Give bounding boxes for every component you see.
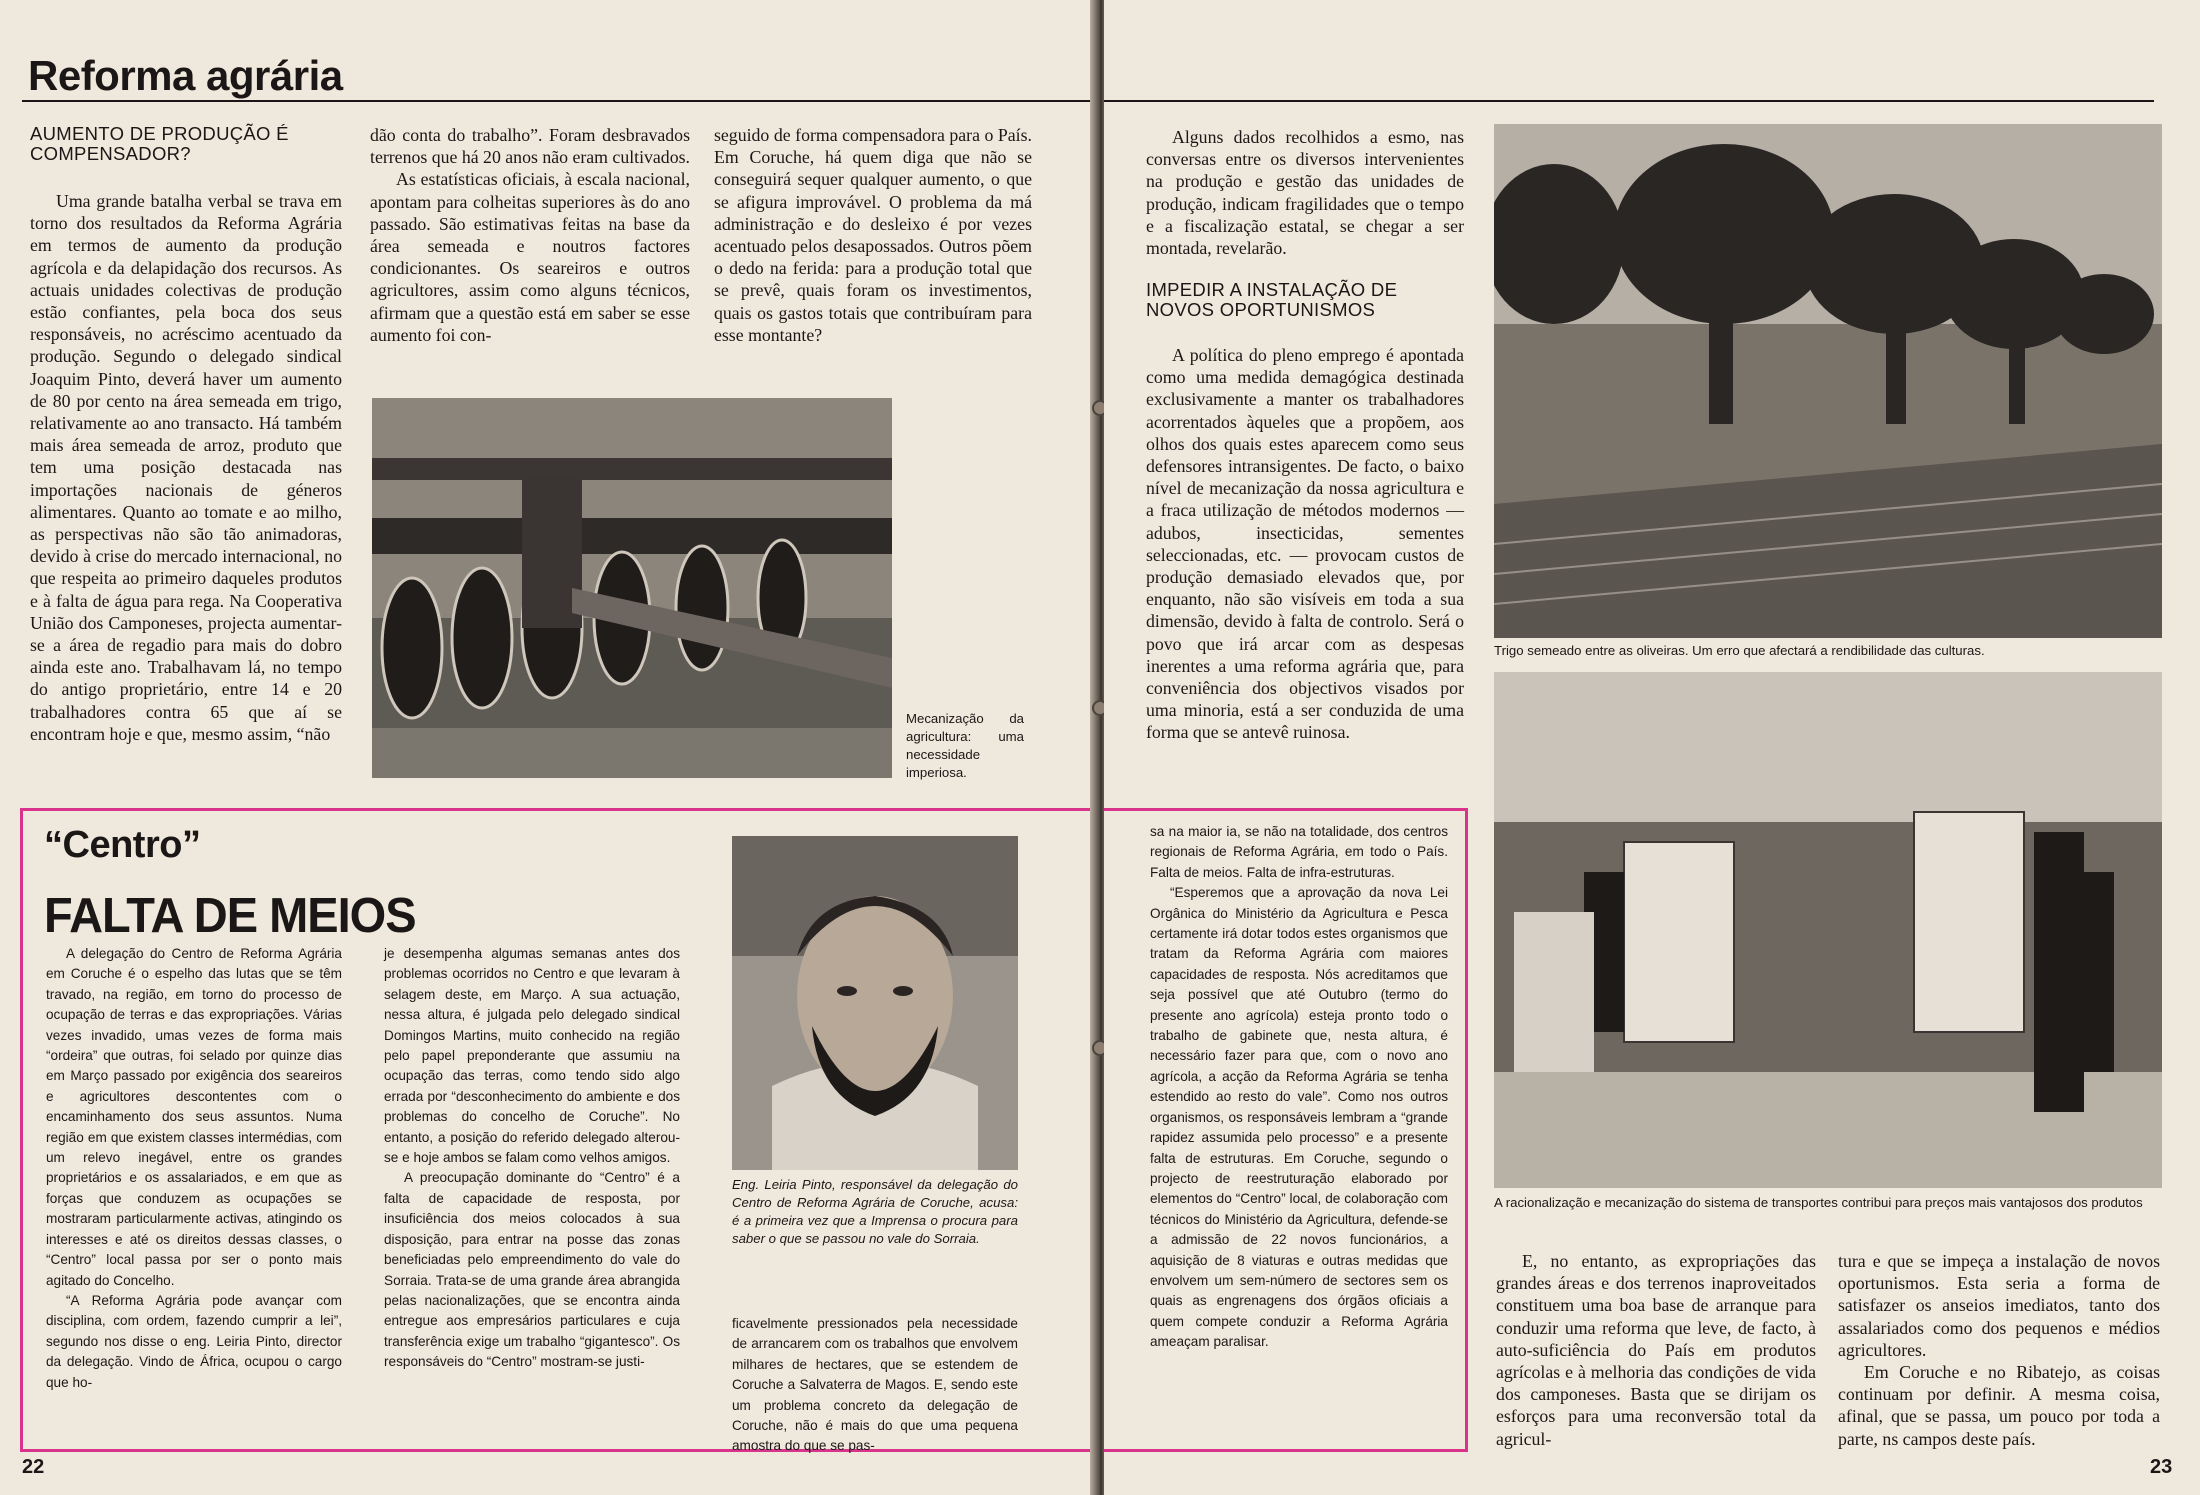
header-rule	[1104, 100, 2154, 102]
left-page	[0, 0, 1096, 1495]
paragraph: ficavelmente pressionados pela necessidade de arrancarem com os trabalhos que envolvem milhares de hectares, que se estendem de Coruche a Salvaterra de Magos. E, sendo este um problema concreto da delegação de Coruche, não é mais do que uma pequena amostra do que se pas-	[732, 1316, 1018, 1454]
page-number-right: 23	[2150, 1456, 2173, 1478]
olive-trees-photo	[1494, 124, 2162, 638]
article2-heading: IMPEDIR A INSTALAÇÃO DE NOVOS OPORTUNISMOS	[1146, 279, 1398, 320]
paragraph: A política do pleno emprego é apontada como uma medida demagógica destinada exclusivamente a manter os trabalhadores acorrentados àqueles que a propõem, aos olhos dos quais estes aparecem como seus defensores intransigentes. De facto, o baixo nível de mecanização da nossa agricultura e a fraca utilização de métodos modernos — adubos, insecticidas, sementes seleccionadas, etc. — provocam custos de produção demasiado elevados que, por enquanto, não são visíveis em toda a sua dimensão, devido à falta de controlo. Será o povo que irá arcar com as despesas inerentes a uma reforma agrária que, para conveniência dos objectivos visados por uma minoria, está a ser conduzida de uma forma que se antevê ruinosa.	[1146, 345, 1464, 743]
disc-harrow-image	[372, 398, 892, 778]
article2-intro	[1146, 126, 1464, 259]
paragraph: dão conta do trabalho”. Foram desbravados terrenos que há 20 anos não eram cultivados.	[370, 125, 690, 168]
section-title: Reforma agrária	[28, 52, 343, 99]
paragraph: “Esperemos que a aprovação da nova Lei Orgânica do Ministério da Agricultura e Pesca certamente irá dotar todos estes organismos que tratam da Reforma Agrária com maiores capacidades de resposta. Nós acreditamos que seja possível que até Outubro (termo do presente ano agrícola) esteja pronto todo o trabalho de gabinete que, nesta altura, é necessário fazer para que, com o novo ano agrícola, a acção da Reforma Agrária se tenha estendido ao resto do vale”. Como nos outros organismos, os responsáveis lembram a “grande rapidez assumida pelo processo” e a presente falta de estruturas. Em Coruche, segundo o projecto de reestruturação elaborado por elementos do “Centro” local, de colaboração com técnicos do Ministério da Agricultura, defende-se a admissão de 22 novos funcionários, a aquisição de 8 viaturas e outras medidas que envolvem um sem-número de sectores sem os quais as engrenagens dos órgãos oficiais a quem compete conduzir a Reforma Agrária ameaçam paralisar.	[1150, 885, 1448, 1350]
article2-bottom-col1	[1496, 1250, 1816, 1450]
paragraph: Uma grande batalha verbal se trava em torno dos resultados da Reforma Agrária em termos de aumento da produção agrícola e da delapidação dos recursos. As actuais unidades colectivas de produção estão confiantes, pela boca dos seus responsáveis, no acréscimo acentuado da produção. Segundo o delegado sindical Joaquim Pinto, deverá haver um aumento de 80 por cento na área semeada em trigo, relativamente ao ano transacto. Há também mais área semeada de arroz, produto que tem uma posição destacada nas importações nacionais de géneros alimentares. Quanto ao tomate e ao milho, as perspectivas não são tão animadoras, devido à crise do mercado internacional, no que respeita ao primeiro daqueles produtos e à falta de água para rega. Na Cooperativa União dos Camponeses, projecta aumentar-se a área de regadio para mais do dobro ainda este ano. Trabalhavam lá, no tempo do antigo proprietário, entre 14 e 20 trabalhadores contra 65 que aí se encontram hoje e que, mesmo assim, “não	[30, 191, 342, 744]
paragraph: tura e que se impeça a instalação de novos oportunismos. Esta seria a forma de satisfazer os anseios imediatos, tanto dos assalariados como dos pequenos e médios agricultores.	[1838, 1251, 2160, 1360]
paragraph: “A Reforma Agrária pode avançar com disciplina, com ordem, fazendo cumprir a lei”, segundo nos disse o eng. Leiria Pinto, director da delegação. Vindo de África, ocupou o cargo que ho-	[46, 1292, 342, 1390]
paragraph: A preocupação dominante do “Centro” é a falta de capacidade de resposta, por insuficiência dos meios colocados à sua disposição, para entrar na posse das zonas beneficiadas pelo empreendimento do vale do Sorraia. Trata-se de uma grande área abrangida pelas nacionalizações, que se encontra ainda entregue aos empresários particulares e cuja transferência exige um trabalho “gigantesco”. Os responsáveis do “Centro” mostram-se justi-	[384, 1170, 680, 1370]
box-kicker: “Centro”	[44, 824, 201, 866]
disc-harrow-photo	[372, 398, 892, 778]
article2-heading-wrap	[1146, 280, 1464, 320]
article1-heading: AUMENTO DE PRODUÇÃO É COMPENSADOR?	[30, 123, 289, 164]
header-rule	[22, 100, 1092, 102]
warehouse-photo	[1494, 672, 2162, 1188]
box-col1	[46, 944, 342, 1393]
article2-body	[1146, 344, 1464, 744]
box-col3	[732, 1314, 1018, 1457]
olive-trees-image	[1494, 124, 2162, 638]
box-col2	[384, 944, 680, 1373]
article1-col1	[30, 190, 342, 745]
paragraph: A delegação do Centro de Reforma Agrária em Coruche é o espelho das lutas que se têm travado, na região, em torno do processo de ocupação de terras e das expropriações. Várias vezes invadido, umas vezes de forma mais “ordeira” que outras, foi selado por quinze dias em Março passado por exigência dos seareiros e agricultores descontentes com o encaminhamento dos seus assuntos. Numa região em que existem classes intermédias, com um relevo inegável, entre os grandes proprietários e os assalariados, e em que as forças que conduzem as ocupações se mostraram particularmente activas, atingindo os interesses e até os direitos dessas classes, o “Centro” local passa por ser o ponto mais agitado do Concelho.	[46, 946, 342, 1288]
warehouse-image	[1494, 672, 2162, 1188]
article1-col3	[714, 124, 1032, 346]
paragraph: seguido de forma compensadora para o País. Em Coruche, há quem diga que não se conseguirá sequer qualquer aumento, o que se afigura improvável. O problema da má administração e do desleixo é por vezes acentuado pelos desapossados. Outros põem o dedo na ferida: para a produção total que se prevê, quais foram os investimentos, quais os gastos totais que contribuíram para esse montante?	[714, 125, 1032, 345]
warehouse-caption: A racionalização e mecanização do sistema de transportes contribui para preços mais vantajosos dos produtos	[1494, 1195, 2143, 1210]
paragraph: As estatísticas oficiais, à escala nacional, apontam para colheitas superiores às do ano passado. São estimativas feitas na base da área semeada e noutros factores condicionantes. Os seareiros e outros agricultores, assim como alguns técnicos, afirmam que a questão está em saber se esse aumento foi con-	[370, 169, 690, 345]
paragraph: je desempenha algumas semanas antes dos problemas ocorridos no Centro e que levaram à selagem deste, em Março. A sua actuação, nessa altura, é julgada pelo delegado sindical Domingos Martins, muito conhecido na região pelo papel preponderante que assumiu na ocupação das terras, como tendo sido algo errada por “desconhecimento do ambiente e dos problemas do concelho de Coruche”. No entanto, a posição do referido delegado alterou-se e hoje ambos se falam como velhos amigos.	[384, 946, 680, 1166]
article1-heading-wrap	[30, 124, 360, 164]
page-number-left: 22	[22, 1456, 45, 1478]
right-page	[1104, 0, 2200, 1495]
disc-harrow-caption: Mecanização da agricultura: uma necessidade imperiosa.	[906, 711, 1024, 780]
article1-col2	[370, 124, 690, 346]
paragraph: sa na maior ia, se não na totalidade, dos centros regionais de Reforma Agrária, em todo o País. Falta de meios. Falta de infra-estruturas.	[1150, 824, 1448, 880]
olive-trees-caption: Trigo semeado entre as oliveiras. Um erro que afectará a rendibilidade das culturas.	[1494, 643, 1985, 658]
paragraph: E, no entanto, as expropriações das grandes áreas e dos terrenos inaproveitados constituem uma boa base de arranque para conduzir uma reforma que leve, de facto, à auto-suficiência do País em produtos agrícolas e à melhoria das condições de vida dos camponeses. Basta que se dirijam os esforços para uma reconversão total da agricul-	[1496, 1251, 1816, 1449]
article2-bottom-col2	[1838, 1250, 2160, 1450]
box-headline: FALTA DE MEIOS	[44, 887, 416, 943]
portrait-image	[732, 836, 1018, 1170]
portrait-photo	[732, 836, 1018, 1170]
paragraph: Em Coruche e no Ribatejo, as coisas continuam por definir. A mesma coisa, afinal, que se passa, um pouco por toda a parte, ns campos deste país.	[1838, 1362, 2160, 1449]
box-col4	[1150, 822, 1448, 1353]
portrait-caption: Eng. Leiria Pinto, responsável da delegação do Centro de Reforma Agrária de Coruche, acusa: é a primeira vez que a Imprensa o procura para saber o que se passou no vale do Sorraia.	[732, 1177, 1018, 1246]
paragraph: Alguns dados recolhidos a esmo, nas conversas entre os diversos intervenientes na produção e gestão das unidades de produção, indicam fragilidades que o tempo e a fiscalização estatal, se chegar a ser montada, revelarão.	[1146, 127, 1464, 259]
